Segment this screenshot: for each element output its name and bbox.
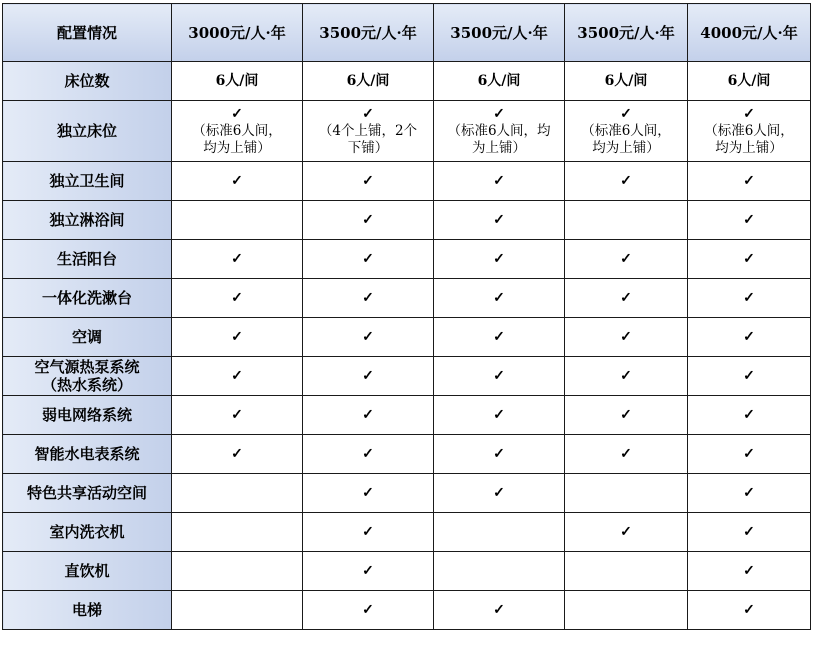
- checkmark-icon: ✓: [362, 445, 374, 462]
- table-cell: [565, 201, 688, 240]
- table-cell: [303, 62, 434, 101]
- table-cell: [303, 357, 434, 396]
- table-cell: [303, 162, 434, 201]
- table-cell: [172, 474, 303, 513]
- table-cell: [688, 552, 811, 591]
- checkmark-icon: ✓: [362, 289, 374, 306]
- table-cell: [688, 318, 811, 357]
- checkmark-icon: ✓: [493, 445, 505, 462]
- table-cell: [688, 101, 811, 162]
- checkmark-icon: ✓: [231, 250, 243, 267]
- table-row: [3, 162, 811, 201]
- checkmark-icon: ✓: [620, 250, 632, 267]
- table-cell: [565, 435, 688, 474]
- checkmark-icon: ✓: [743, 601, 755, 618]
- table-row: [3, 474, 811, 513]
- table-cell: [434, 318, 565, 357]
- config-table-container: [2, 3, 811, 630]
- table-cell: [434, 513, 565, 552]
- table-cell: [688, 435, 811, 474]
- header-price-col-5: 4000元/人·年: [688, 4, 811, 62]
- table-cell: [434, 62, 565, 101]
- checkmark-icon: ✓: [362, 484, 374, 501]
- checkmark-icon: ✓: [743, 211, 755, 228]
- table-cell: [688, 162, 811, 201]
- checkmark-icon: ✓: [620, 523, 632, 540]
- row-label: 生活阳台: [3, 240, 172, 279]
- table-cell: [434, 162, 565, 201]
- table-cell: [303, 591, 434, 630]
- table-cell: [565, 591, 688, 630]
- table-cell: [434, 474, 565, 513]
- row-label: 室内洗衣机: [3, 513, 172, 552]
- checkmark-icon: ✓: [231, 328, 243, 345]
- table-cell: [434, 201, 565, 240]
- table-cell: [565, 474, 688, 513]
- header-price-col-2: 3500元/人·年: [303, 4, 434, 62]
- header-row: [3, 4, 811, 62]
- table-cell: [303, 201, 434, 240]
- table-cell: [303, 474, 434, 513]
- checkmark-icon: ✓: [362, 406, 374, 423]
- table-cell: [303, 101, 434, 162]
- table-cell: [565, 279, 688, 318]
- row-label: 床位数: [3, 62, 172, 101]
- row-label: 智能水电表系统: [3, 435, 172, 474]
- table-cell: [434, 240, 565, 279]
- table-cell: [172, 513, 303, 552]
- table-row: [3, 591, 811, 630]
- checkmark-icon: ✓: [620, 328, 632, 345]
- table-cell: [565, 357, 688, 396]
- checkmark-icon: ✓: [231, 289, 243, 306]
- checkmark-icon: ✓: [362, 562, 374, 579]
- row-label: 独立床位: [3, 101, 172, 162]
- checkmark-icon: ✓: [493, 289, 505, 306]
- cell-note: （4个上铺，2个 下铺）: [318, 122, 418, 156]
- table-cell: [688, 474, 811, 513]
- checkmark-icon: ✓: [493, 484, 505, 501]
- table-cell: [565, 101, 688, 162]
- checkmark-icon: ✓: [743, 484, 755, 501]
- table-cell: [565, 240, 688, 279]
- table-cell: [565, 396, 688, 435]
- table-cell: [172, 357, 303, 396]
- table-cell: [688, 240, 811, 279]
- table-cell: [565, 513, 688, 552]
- cell-text: 6人/间: [727, 72, 771, 89]
- row-label: 一体化洗漱台: [3, 279, 172, 318]
- table-cell: [172, 552, 303, 591]
- table-cell: [303, 396, 434, 435]
- checkmark-icon: ✓: [493, 211, 505, 228]
- checkmark-icon: ✓: [493, 367, 505, 384]
- checkmark-icon: ✓: [743, 406, 755, 423]
- table-cell: [688, 62, 811, 101]
- table-row: [3, 201, 811, 240]
- table-cell: [172, 101, 303, 162]
- cell-text: 6人/间: [215, 72, 259, 89]
- checkmark-icon: ✓: [362, 601, 374, 618]
- checkmark-icon: ✓: [743, 445, 755, 462]
- checkmark-icon: ✓: [743, 367, 755, 384]
- header-price-col-1: 3000元/人·年: [172, 4, 303, 62]
- table-cell: [172, 279, 303, 318]
- checkmark-icon: ✓: [231, 406, 243, 423]
- table-body: [3, 62, 811, 630]
- checkmark-icon: ✓: [362, 211, 374, 228]
- table-cell: [565, 162, 688, 201]
- checkmark-icon: ✓: [231, 445, 243, 462]
- checkmark-icon: ✓: [743, 562, 755, 579]
- table-cell: [303, 240, 434, 279]
- row-label: 特色共享活动空间: [3, 474, 172, 513]
- checkmark-icon: ✓: [620, 172, 632, 189]
- table-cell: [172, 201, 303, 240]
- checkmark-icon: ✓: [231, 172, 243, 189]
- table-cell: [565, 62, 688, 101]
- table-cell: [172, 591, 303, 630]
- checkmark-icon: ✓: [493, 105, 505, 122]
- checkmark-icon: ✓: [620, 406, 632, 423]
- table-row: [3, 101, 811, 162]
- cell-text: 6人/间: [346, 72, 390, 89]
- table-cell: [172, 435, 303, 474]
- checkmark-icon: ✓: [362, 105, 374, 122]
- header-price-col-3: 3500元/人·年: [434, 4, 565, 62]
- checkmark-icon: ✓: [743, 289, 755, 306]
- table-cell: [565, 318, 688, 357]
- checkmark-icon: ✓: [493, 601, 505, 618]
- row-label: 空调: [3, 318, 172, 357]
- table-cell: [688, 357, 811, 396]
- cell-note: （标准6人间， 均为上铺）: [704, 122, 794, 156]
- checkmark-icon: ✓: [493, 172, 505, 189]
- checkmark-icon: ✓: [362, 172, 374, 189]
- row-label: 独立卫生间: [3, 162, 172, 201]
- row-label: 独立淋浴间: [3, 201, 172, 240]
- checkmark-icon: ✓: [493, 328, 505, 345]
- checkmark-icon: ✓: [743, 250, 755, 267]
- table-cell: [303, 552, 434, 591]
- table-cell: [434, 552, 565, 591]
- checkmark-icon: ✓: [362, 367, 374, 384]
- table-cell: [688, 279, 811, 318]
- checkmark-icon: ✓: [620, 289, 632, 306]
- table-cell: [434, 396, 565, 435]
- table-cell: [303, 435, 434, 474]
- checkmark-icon: ✓: [362, 523, 374, 540]
- table-row: [3, 279, 811, 318]
- row-label: 弱电网络系统: [3, 396, 172, 435]
- table-cell: [434, 279, 565, 318]
- table-cell: [303, 513, 434, 552]
- table-cell: [303, 318, 434, 357]
- table-cell: [565, 552, 688, 591]
- cell-note: （标准6人间， 均为上铺）: [581, 122, 671, 156]
- table-cell: [688, 513, 811, 552]
- dorm-config-table: [2, 3, 811, 630]
- table-cell: [172, 396, 303, 435]
- checkmark-icon: ✓: [620, 367, 632, 384]
- table-row: [3, 513, 811, 552]
- table-cell: [434, 591, 565, 630]
- table-cell: [303, 279, 434, 318]
- checkmark-icon: ✓: [743, 523, 755, 540]
- table-cell: [434, 101, 565, 162]
- cell-text: 6人/间: [477, 72, 521, 89]
- cell-text: 6人/间: [604, 72, 648, 89]
- checkmark-icon: ✓: [493, 250, 505, 267]
- table-cell: [688, 396, 811, 435]
- table-cell: [172, 240, 303, 279]
- checkmark-icon: ✓: [620, 445, 632, 462]
- checkmark-icon: ✓: [743, 105, 755, 122]
- table-cell: [688, 591, 811, 630]
- cell-note: （标准6人间， 均为上铺）: [192, 122, 282, 156]
- table-cell: [172, 62, 303, 101]
- table-row: [3, 435, 811, 474]
- row-label: 空气源热泵系统 （热水系统）: [3, 357, 172, 396]
- table-row: [3, 62, 811, 101]
- checkmark-icon: ✓: [231, 105, 243, 122]
- table-cell: [688, 201, 811, 240]
- checkmark-icon: ✓: [362, 250, 374, 267]
- checkmark-icon: ✓: [620, 105, 632, 122]
- checkmark-icon: ✓: [743, 328, 755, 345]
- checkmark-icon: ✓: [231, 367, 243, 384]
- checkmark-icon: ✓: [362, 328, 374, 345]
- table-row: [3, 240, 811, 279]
- cell-note: （标准6人间，均 为上铺）: [447, 122, 551, 156]
- checkmark-icon: ✓: [743, 172, 755, 189]
- table-row: [3, 552, 811, 591]
- table-cell: [434, 435, 565, 474]
- table-cell: [172, 162, 303, 201]
- row-label: 直饮机: [3, 552, 172, 591]
- header-price-col-4: 3500元/人·年: [565, 4, 688, 62]
- row-label: 电梯: [3, 591, 172, 630]
- checkmark-icon: ✓: [493, 406, 505, 423]
- table-cell: [434, 357, 565, 396]
- header-config-label: 配置情况: [3, 4, 172, 62]
- table-row: [3, 318, 811, 357]
- table-cell: [172, 318, 303, 357]
- table-row: [3, 357, 811, 396]
- table-row: [3, 396, 811, 435]
